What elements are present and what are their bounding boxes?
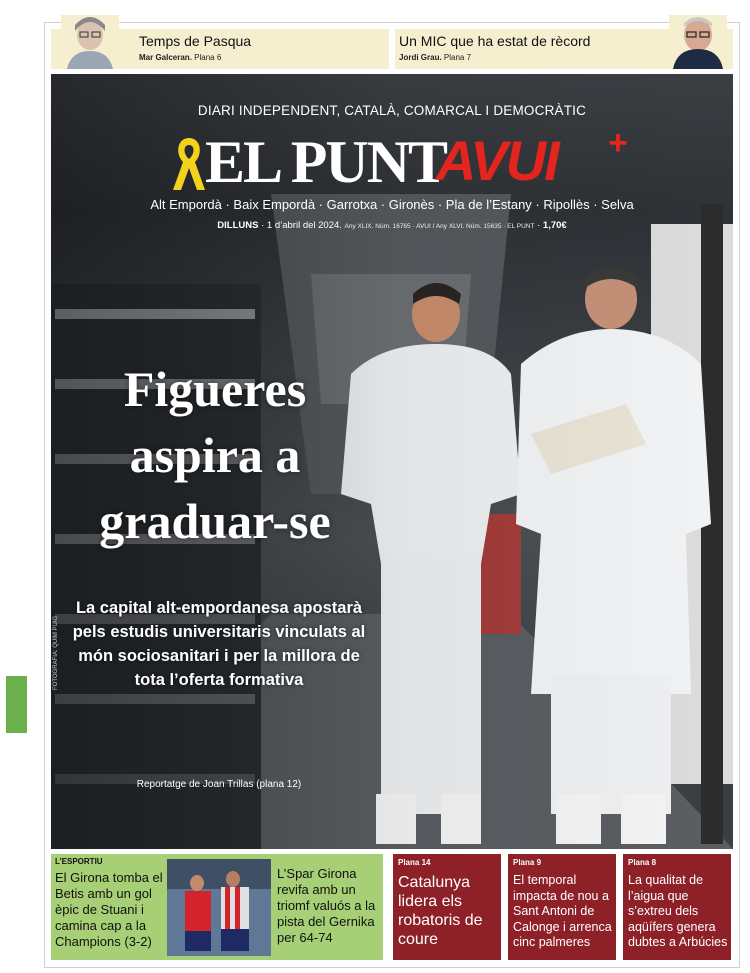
author-photo-left [61, 15, 119, 69]
teaser-left-title: Temps de Pasqua [139, 33, 252, 49]
teaser-left-page: Plana 6 [194, 53, 222, 62]
front-page [44, 22, 740, 968]
photo-credit: FOTOGRAFIA: QUIM PUIG [53, 615, 59, 690]
brief-box-1[interactable] [393, 854, 501, 960]
side-tab [6, 676, 27, 733]
brief-box-3[interactable] [623, 854, 731, 960]
football-photo [167, 859, 271, 956]
teaser-right-byline [399, 53, 471, 62]
teaser-right-title: Un MIC que ha estat de rècord [399, 33, 591, 49]
brief-page: Plana 8 [628, 858, 657, 867]
logo-el-punt: EL PUNT [205, 129, 447, 195]
author-photo-right [669, 15, 727, 69]
main-subhead: La capital alt-empordanesa apostarà pels estudis universitaris vinculats al món sociosanitari i per la millora de tota l’oferta formativa [72, 599, 366, 689]
brief-box-2[interactable] [508, 854, 616, 960]
brief-page: Plana 9 [513, 858, 542, 867]
teaser-left-author: Mar Galceran. [139, 53, 192, 62]
dateline-issue: Any XLIX. Núm. 16765 · AVUI / Any XLVI. Núm. 15635 · EL PUNT [344, 223, 535, 230]
esportiu-story-a[interactable]: El Girona tomba el Betis amb un gol èpic de Stuani i camina cap a la Champions (3-2) [55, 870, 163, 949]
brief-page: Plana 14 [398, 858, 431, 867]
dateline: DILLUNS · 1 d’abril del 2024. Any XLIX. Núm. 16765 · AVUI / Any XLVI. Núm. 15635 · EL PUNT · 1,70€ [217, 220, 567, 231]
masthead-logo[interactable] [171, 126, 631, 196]
teaser-right-page: Plana 7 [443, 53, 472, 62]
logo-plus: + [608, 124, 628, 162]
brief-text: La qualitat de l’aigua que s’extreu dels aqüífers genera dubtes a Arbúcies [628, 873, 728, 949]
masthead-tagline: DIARI INDEPENDENT, CATALÀ, COMARCAL I DEMOCRÀTIC [197, 103, 587, 118]
headline-line: aspira a [129, 427, 301, 483]
esportiu-story-b[interactable]: L’Spar Girona revifa amb un triomf valuós a la pista del Gernika per 64-74 [277, 866, 376, 945]
brief-text: El temporal impacta de nou a Sant Antoni de Calonge i arrenca cinc palmeres [513, 873, 612, 949]
headline-line: graduar-se [99, 493, 331, 549]
teaser-left[interactable] [51, 29, 389, 69]
teaser-right[interactable] [395, 29, 733, 69]
teaser-right-author: Jordi Grau. [399, 53, 442, 62]
teaser-left-byline [139, 53, 221, 62]
dateline-price: 1,70€ [542, 220, 567, 231]
region-list: Alt Empordà · Baix Empordà · Garrotxa · Gironès · Pla de l’Estany · Ripollès · Selva [150, 197, 634, 212]
report-credit[interactable]: Reportatge de Joan Trillas (plana 12) [136, 779, 302, 790]
headline-line: Figueres [123, 361, 307, 417]
yellow-ribbon-icon [171, 134, 207, 192]
dateline-date: 1 d’abril del 2024. [266, 220, 342, 231]
brief-text: Catalunya lidera els robatoris de coure [398, 874, 483, 948]
logo-avui: AVUI [436, 129, 558, 192]
hero [51, 74, 733, 849]
esportiu-kicker: L’ESPORTIU [55, 857, 103, 866]
dateline-day: DILLUNS [217, 220, 259, 231]
main-headline[interactable] [65, 356, 365, 554]
esportiu-box[interactable] [51, 854, 383, 960]
